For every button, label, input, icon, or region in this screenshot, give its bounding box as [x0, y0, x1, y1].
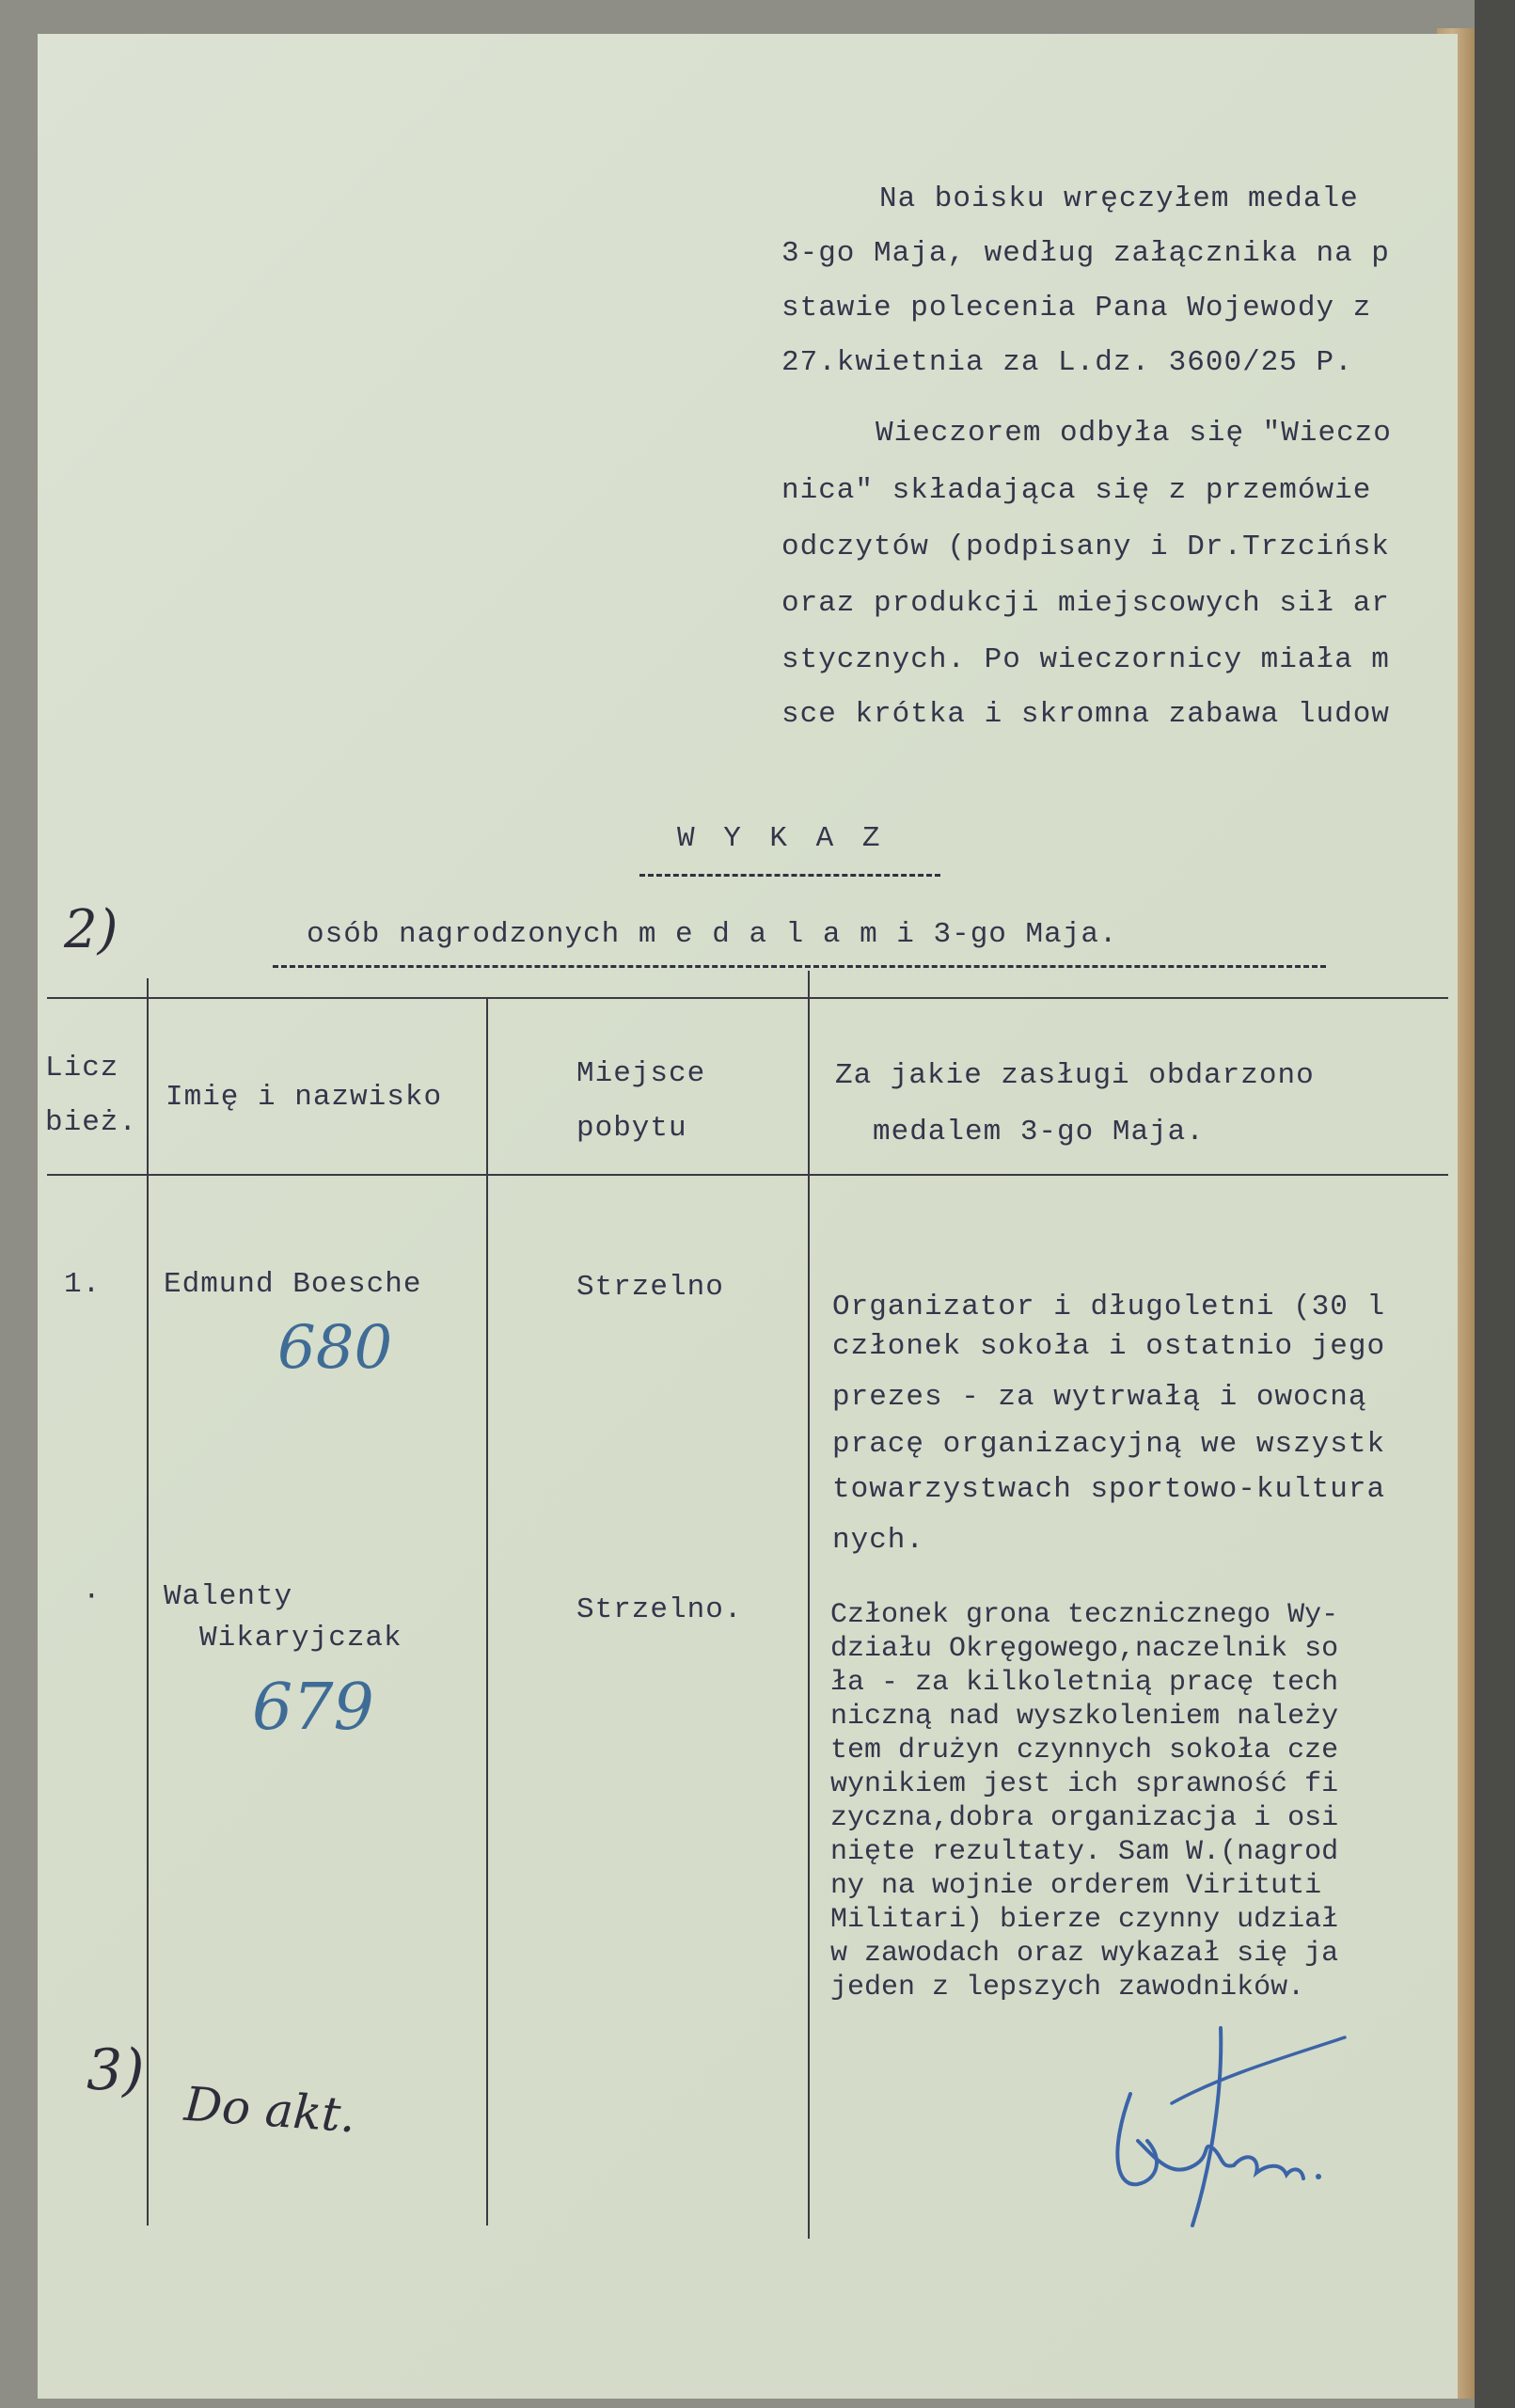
document-subtitle: osób nagrodzonych m e d a l a m i 3-go Maja.: [307, 918, 1118, 951]
scan-background: [1475, 0, 1515, 2408]
row-name: Wikaryjczak: [199, 1622, 402, 1655]
row-merits-line: jeden z lepszych zawodników.: [830, 1972, 1305, 2004]
row-merits-line: prezes - za wytrwałą i owocną: [832, 1381, 1367, 1414]
row-merits-line: w zawodach oraz wykazał się ja: [830, 1938, 1339, 1970]
intro-line: Wieczorem odbyła się "Wieczo: [876, 417, 1392, 450]
intro-line: Na boisku wręczyłem medale: [879, 182, 1359, 215]
row-merits-line: nych.: [832, 1524, 925, 1557]
intro-line: 27.kwietnia za L.dz. 3600/25 P.: [781, 346, 1353, 379]
intro-line: odczytów (podpisany i Dr.Trzcińsk: [781, 531, 1390, 563]
column-divider: [147, 978, 149, 2226]
signature: [1081, 2000, 1364, 2244]
intro-line: 3-go Maja, według załącznika na p: [781, 237, 1390, 270]
document-page: [38, 34, 1458, 2399]
row-name: Edmund Boesche: [164, 1268, 422, 1301]
title-underline: [639, 874, 940, 877]
row-merits-line: nięte rezultaty. Sam W.(nagrod: [830, 1836, 1339, 1868]
subtitle-underline: [273, 965, 1326, 968]
intro-line: oraz produkcji miejscowych sił ar: [781, 587, 1390, 620]
row-merits-line: członek sokoła i ostatnio jego: [832, 1330, 1386, 1363]
column-divider: [808, 971, 810, 2239]
row-merits-line: ny na wojnie orderem Virituti: [830, 1870, 1322, 1902]
intro-line: sce krótka i skromna zabawa ludow: [781, 698, 1390, 731]
intro-line: stycznych. Po wieczornicy miała m: [781, 643, 1390, 676]
row-merits-line: ła - za kilkoletnią pracę tech: [830, 1667, 1339, 1699]
row-merits-line: niczną nad wyszkoleniem należy: [830, 1701, 1339, 1733]
row-merits-line: towarzystwach sportowo-kultura: [832, 1473, 1386, 1506]
header-name: Imię i nazwisko: [166, 1081, 443, 1114]
handwritten-number: 680: [277, 1313, 393, 1383]
document-title: W Y K A Z: [677, 822, 886, 855]
row-merits-line: Organizator i długoletni (30 l: [832, 1291, 1386, 1323]
header-place: Miejsce: [576, 1057, 706, 1090]
header-place: pobytu: [576, 1112, 687, 1145]
row-number: 1.: [64, 1268, 102, 1301]
header-number: Licz: [45, 1052, 119, 1085]
row-merits-line: działu Okręgowego,naczelnik so: [830, 1633, 1339, 1665]
row-merits-line: wynikiem jest ich sprawność fi: [830, 1768, 1339, 1800]
row-place: Strzelno.: [576, 1593, 743, 1626]
column-divider: [486, 997, 488, 2226]
row-merits-line: zyczna,dobra organizacja i osi: [830, 1802, 1339, 1834]
header-number: bież.: [45, 1106, 138, 1139]
intro-line: nica" składająca się z przemówie: [781, 474, 1372, 507]
header-merits: Za jakie zasługi obdarzono: [835, 1059, 1315, 1092]
row-merits-line: pracę organizacyjną we wszystk: [832, 1428, 1386, 1461]
handwritten-annotation: Do akt.: [182, 2076, 357, 2144]
margin-mark-3: 3): [87, 2037, 145, 2103]
row-merits-line: tem drużyn czynnych sokoła cze: [830, 1735, 1339, 1766]
row-number: ·: [83, 1580, 102, 1613]
table-header-border: [47, 1174, 1448, 1176]
intro-line: stawie polecenia Pana Wojewody z: [781, 292, 1372, 325]
row-place: Strzelno: [576, 1271, 724, 1304]
header-merits: medalem 3-go Maja.: [873, 1116, 1205, 1149]
row-name: Walenty: [164, 1580, 293, 1613]
row-merits-line: Członek grona tecznicznego Wy-: [830, 1599, 1339, 1631]
row-merits-line: Militari) bierze czynny udział: [830, 1904, 1339, 1936]
handwritten-number: 679: [252, 1671, 374, 1745]
margin-mark-2: 2): [64, 899, 118, 960]
table-top-border: [47, 997, 1448, 999]
